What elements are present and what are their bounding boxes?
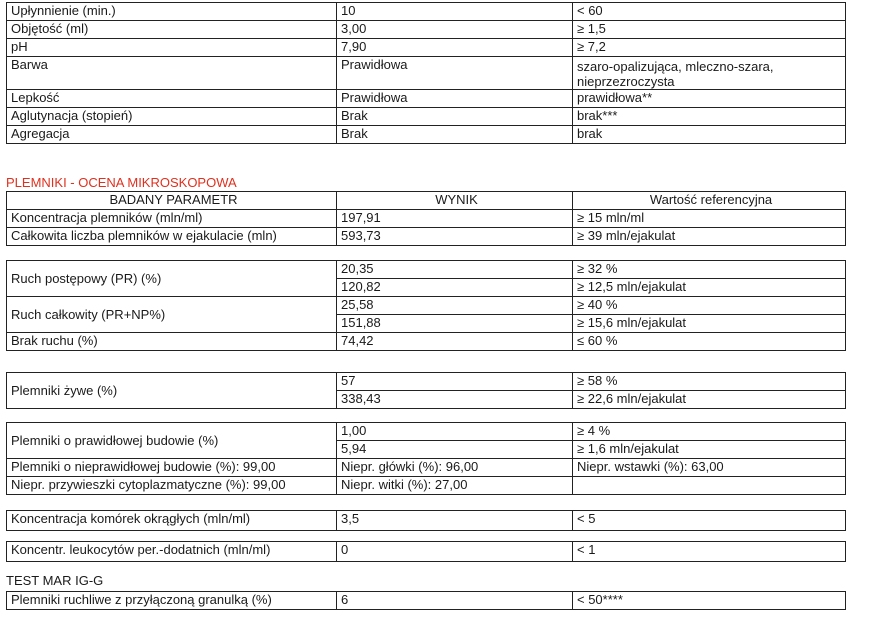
value-cell: 25,58 xyxy=(337,297,573,315)
ref-cell: ≥ 39 mln/ejakulat xyxy=(573,228,846,246)
table-row xyxy=(7,57,846,90)
value-cell: 7,90 xyxy=(337,39,573,57)
table-row xyxy=(7,542,846,562)
header-ref: Wartość referencyjna xyxy=(573,192,846,210)
param-cell: Plemniki żywe (%) xyxy=(7,373,337,409)
table-row xyxy=(7,228,846,246)
param-cell: Lepkość xyxy=(7,90,337,108)
ref-cell: brak xyxy=(573,126,846,144)
table-row xyxy=(7,3,846,21)
value-cell: 3,00 xyxy=(337,21,573,39)
param-cell: Koncentr. leukocytów per.-dodatnich (mln/ml) xyxy=(7,542,337,562)
abnormal-cell: Plemniki o nieprawidłowej budowie (%): 99,00 xyxy=(7,459,337,477)
value-cell: 593,73 xyxy=(337,228,573,246)
param-cell: Aglutynacja (stopień) xyxy=(7,108,337,126)
ref-cell: ≥ 15 mln/ml xyxy=(573,210,846,228)
ref-cell: ≥ 15,6 mln/ejakulat xyxy=(573,315,846,333)
table-row xyxy=(7,373,846,391)
mar-test-title: TEST MAR IG-G xyxy=(6,573,104,588)
param-cell: Plemniki o prawidłowej budowie (%) xyxy=(7,423,337,459)
param-cell: pH xyxy=(7,39,337,57)
value-cell: 20,35 xyxy=(337,261,573,279)
value-cell: 151,88 xyxy=(337,315,573,333)
ref-cell: ≥ 40 % xyxy=(573,297,846,315)
microscopy-section-title: PLEMNIKI - OCENA MIKROSKOPOWA xyxy=(6,175,237,190)
param-cell: Barwa xyxy=(7,57,337,90)
table-row xyxy=(7,333,846,351)
table-header-row xyxy=(7,192,846,210)
value-cell: Brak xyxy=(337,126,573,144)
morphology-table xyxy=(6,422,846,495)
ref-cell: < 5 xyxy=(573,511,846,531)
value-cell: 338,43 xyxy=(337,391,573,409)
value-cell: 197,91 xyxy=(337,210,573,228)
table-row xyxy=(7,459,846,477)
ref-cell: ≤ 60 % xyxy=(573,333,846,351)
ref-cell: ≥ 58 % xyxy=(573,373,846,391)
value-cell: Prawidłowa xyxy=(337,57,573,90)
basic-params-table xyxy=(6,2,846,144)
ref-cell: ≥ 32 % xyxy=(573,261,846,279)
param-cell: Całkowita liczba plemników w ejakulacie (mln) xyxy=(7,228,337,246)
value-cell: Brak xyxy=(337,108,573,126)
table-row xyxy=(7,210,846,228)
value-cell: 5,94 xyxy=(337,441,573,459)
param-cell: Plemniki ruchliwe z przyłączoną granulką (%) xyxy=(7,592,337,610)
tail-defects-cell: Niepr. witki (%): 27,00 xyxy=(337,477,573,495)
param-cell: Ruch całkowity (PR+NP%) xyxy=(7,297,337,333)
head-defects-cell: Niepr. główki (%): 96,00 xyxy=(337,459,573,477)
value-cell: 74,42 xyxy=(337,333,573,351)
midpiece-defects-cell: Niepr. wstawki (%): 63,00 xyxy=(573,459,846,477)
value-cell: 57 xyxy=(337,373,573,391)
table-row xyxy=(7,90,846,108)
table-row xyxy=(7,108,846,126)
ref-cell: ≥ 1,5 xyxy=(573,21,846,39)
ref-cell: ≥ 1,6 mln/ejakulat xyxy=(573,441,846,459)
ref-cell: ≥ 12,5 mln/ejakulat xyxy=(573,279,846,297)
ref-cell: szaro-opalizująca, mleczno-szara, nieprzezroczysta xyxy=(573,57,846,90)
ref-cell: ≥ 7,2 xyxy=(573,39,846,57)
empty-cell xyxy=(573,477,846,495)
value-cell: 10 xyxy=(337,3,573,21)
ref-cell: ≥ 4 % xyxy=(573,423,846,441)
ref-cell: < 50**** xyxy=(573,592,846,610)
vitality-table xyxy=(6,372,846,409)
value-cell: 6 xyxy=(337,592,573,610)
motility-table xyxy=(6,260,846,351)
microscopy-table xyxy=(6,191,846,246)
param-cell: Agregacja xyxy=(7,126,337,144)
leukocytes-table xyxy=(6,541,846,562)
param-cell: Ruch postępowy (PR) (%) xyxy=(7,261,337,297)
table-row xyxy=(7,423,846,441)
param-cell: Objętość (ml) xyxy=(7,21,337,39)
mar-test-table xyxy=(6,591,846,610)
value-cell: 120,82 xyxy=(337,279,573,297)
ref-cell: prawidłowa** xyxy=(573,90,846,108)
table-row xyxy=(7,126,846,144)
table-row xyxy=(7,511,846,531)
value-cell: 0 xyxy=(337,542,573,562)
table-row xyxy=(7,477,846,495)
value-cell: 3,5 xyxy=(337,511,573,531)
cytoplasmic-cell: Niepr. przywieszki cytoplazmatyczne (%): 99,00 xyxy=(7,477,337,495)
table-row xyxy=(7,592,846,610)
table-row xyxy=(7,39,846,57)
table-row xyxy=(7,297,846,315)
ref-cell: ≥ 22,6 mln/ejakulat xyxy=(573,391,846,409)
param-cell: Upłynnienie (min.) xyxy=(7,3,337,21)
value-cell: Prawidłowa xyxy=(337,90,573,108)
header-param: BADANY PARAMETR xyxy=(7,192,337,210)
param-cell: Koncentracja komórek okrągłych (mln/ml) xyxy=(7,511,337,531)
header-result: WYNIK xyxy=(337,192,573,210)
table-row xyxy=(7,21,846,39)
ref-cell: < 60 xyxy=(573,3,846,21)
param-cell: Koncentracja plemników (mln/ml) xyxy=(7,210,337,228)
round-cells-table xyxy=(6,510,846,531)
param-cell: Brak ruchu (%) xyxy=(7,333,337,351)
value-cell: 1,00 xyxy=(337,423,573,441)
ref-cell: < 1 xyxy=(573,542,846,562)
ref-cell: brak*** xyxy=(573,108,846,126)
table-row xyxy=(7,261,846,279)
